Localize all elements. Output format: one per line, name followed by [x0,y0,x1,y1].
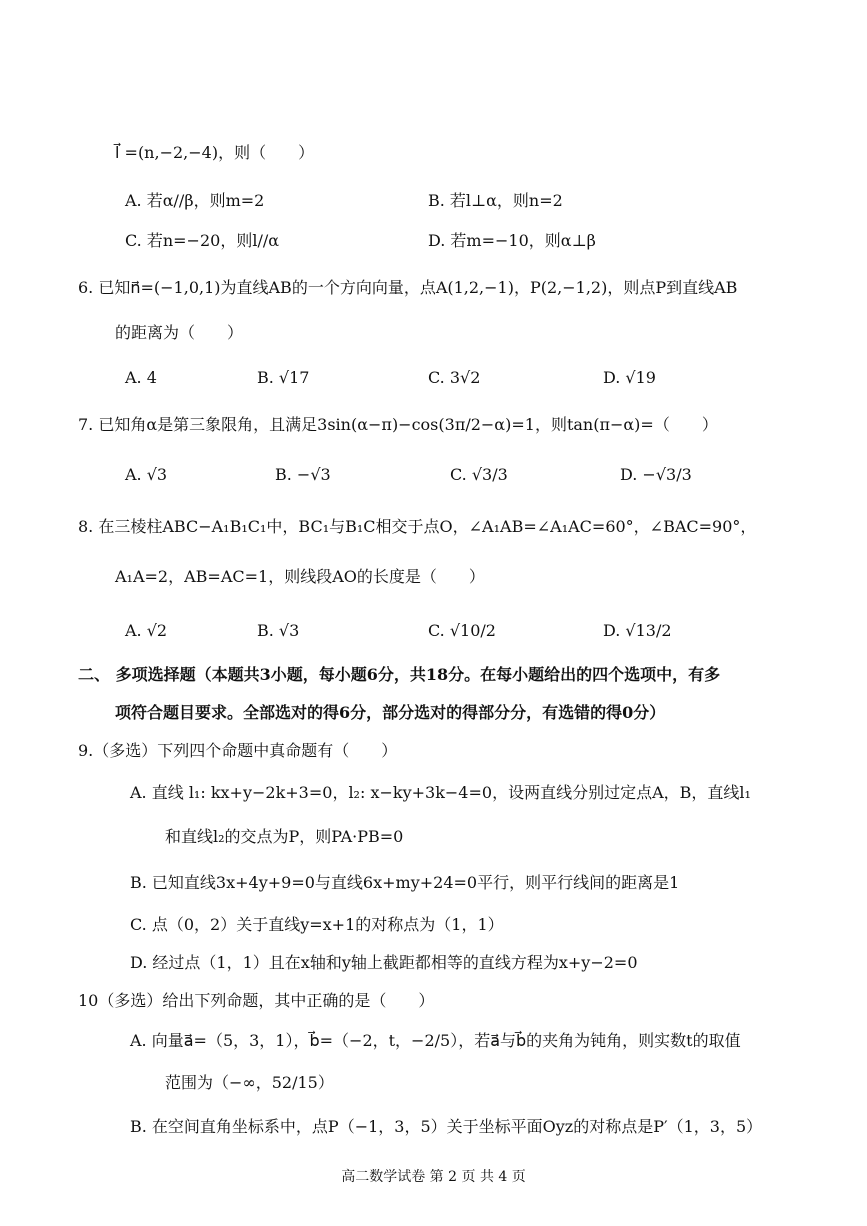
section2-heading-line2: 项符合题目要求。全部选对的得6分，部分选对的得部分分，有选错的得0分） [115,703,666,722]
q6-stem-line1: 6. 已知n⃗=(−1,0,1)为直线AB的一个方向向量，点A(1,2,−1)，P(2,−1,2)，则点P到直线AB [78,278,738,297]
section2-heading-line1: 二、 多项选择题（本题共3小题，每小题6分，共18分。在每小题给出的四个选项中，有多 [78,665,721,684]
q9-stem: 9.（多选）下列四个命题中真命题有（ ） [78,741,398,760]
q8-stem-line2: A₁A=2，AB=AC=1，则线段AO的长度是（ ） [115,567,485,586]
q7-stem: 7. 已知角α是第三象限角，且满足3sin(α−π)−cos(3π/2−α)=1，则tan(π−α)=（ ） [78,415,718,434]
q6-stem-line2: 的距离为（ ） [115,323,244,342]
q5-option-a: A. 若α//β，则m=2 [125,191,265,210]
q5-option-c: C. 若n=−20，则l//α [125,231,280,250]
q9-option-d: D. 经过点（1，1）且在x轴和y轴上截距都相等的直线方程为x+y−2=0 [130,953,638,972]
q6-option-b: B. √17 [257,368,310,387]
q8-option-d: D. √13/2 [603,621,672,640]
q7-option-c: C. √3/3 [450,465,508,484]
q7-option-d: D. −√3/3 [620,465,692,484]
q8-stem-line1: 8. 在三棱柱ABC−A₁B₁C₁中，BC₁与B₁C相交于点O，∠A₁AB=∠A₁AC=60°，∠BAC=90°， [78,517,757,536]
q10-option-a-line2: 范围为（−∞，52/15） [165,1073,334,1092]
q6-option-d: D. √19 [603,368,656,387]
q10-option-b: B. 在空间直角坐标系中，点P（−1，3，5）关于坐标平面Oyz的对称点是P′（1，3，5） [130,1117,763,1136]
q9-option-b: B. 已知直线3x+4y+9=0与直线6x+my+24=0平行，则平行线间的距离是1 [130,873,680,892]
q5-option-b: B. 若l⊥α，则n=2 [428,191,563,210]
q8-option-b: B. √3 [257,621,300,640]
q6-option-a: A. 4 [125,368,157,387]
q8-option-c: C. √10/2 [428,621,496,640]
q7-option-a: A. √3 [125,465,168,484]
q6-option-c: C. 3√2 [428,368,481,387]
q5-stem-tail: l⃗ =(n,−2,−4)，则（ ） [115,143,315,162]
q8-option-a: A. √2 [125,621,168,640]
page-footer: 高二数学试卷 第 2 页 共 4 页 [341,1169,526,1185]
q7-option-b: B. −√3 [275,465,331,484]
q5-option-d: D. 若m=−10，则α⊥β [428,231,596,250]
q9-option-a-line1: A. 直线 l₁: kx+y−2k+3=0，l₂: x−ky+3k−4=0，设两直线分别过定点A，B，直线l₁ [130,783,751,802]
q10-stem: 10（多选）给出下列命题，其中正确的是（ ） [78,991,435,1010]
q9-option-c: C. 点（0，2）关于直线y=x+1的对称点为（1，1） [130,915,504,934]
q10-option-a-line1: A. 向量a⃗=（5，3，1），b⃗=（−2，t，−2/5），若a⃗与b⃗的夹角为钝角，则实数t的取值 [130,1031,741,1050]
q9-option-a-line2: 和直线l₂的交点为P，则PA·PB=0 [165,827,404,846]
